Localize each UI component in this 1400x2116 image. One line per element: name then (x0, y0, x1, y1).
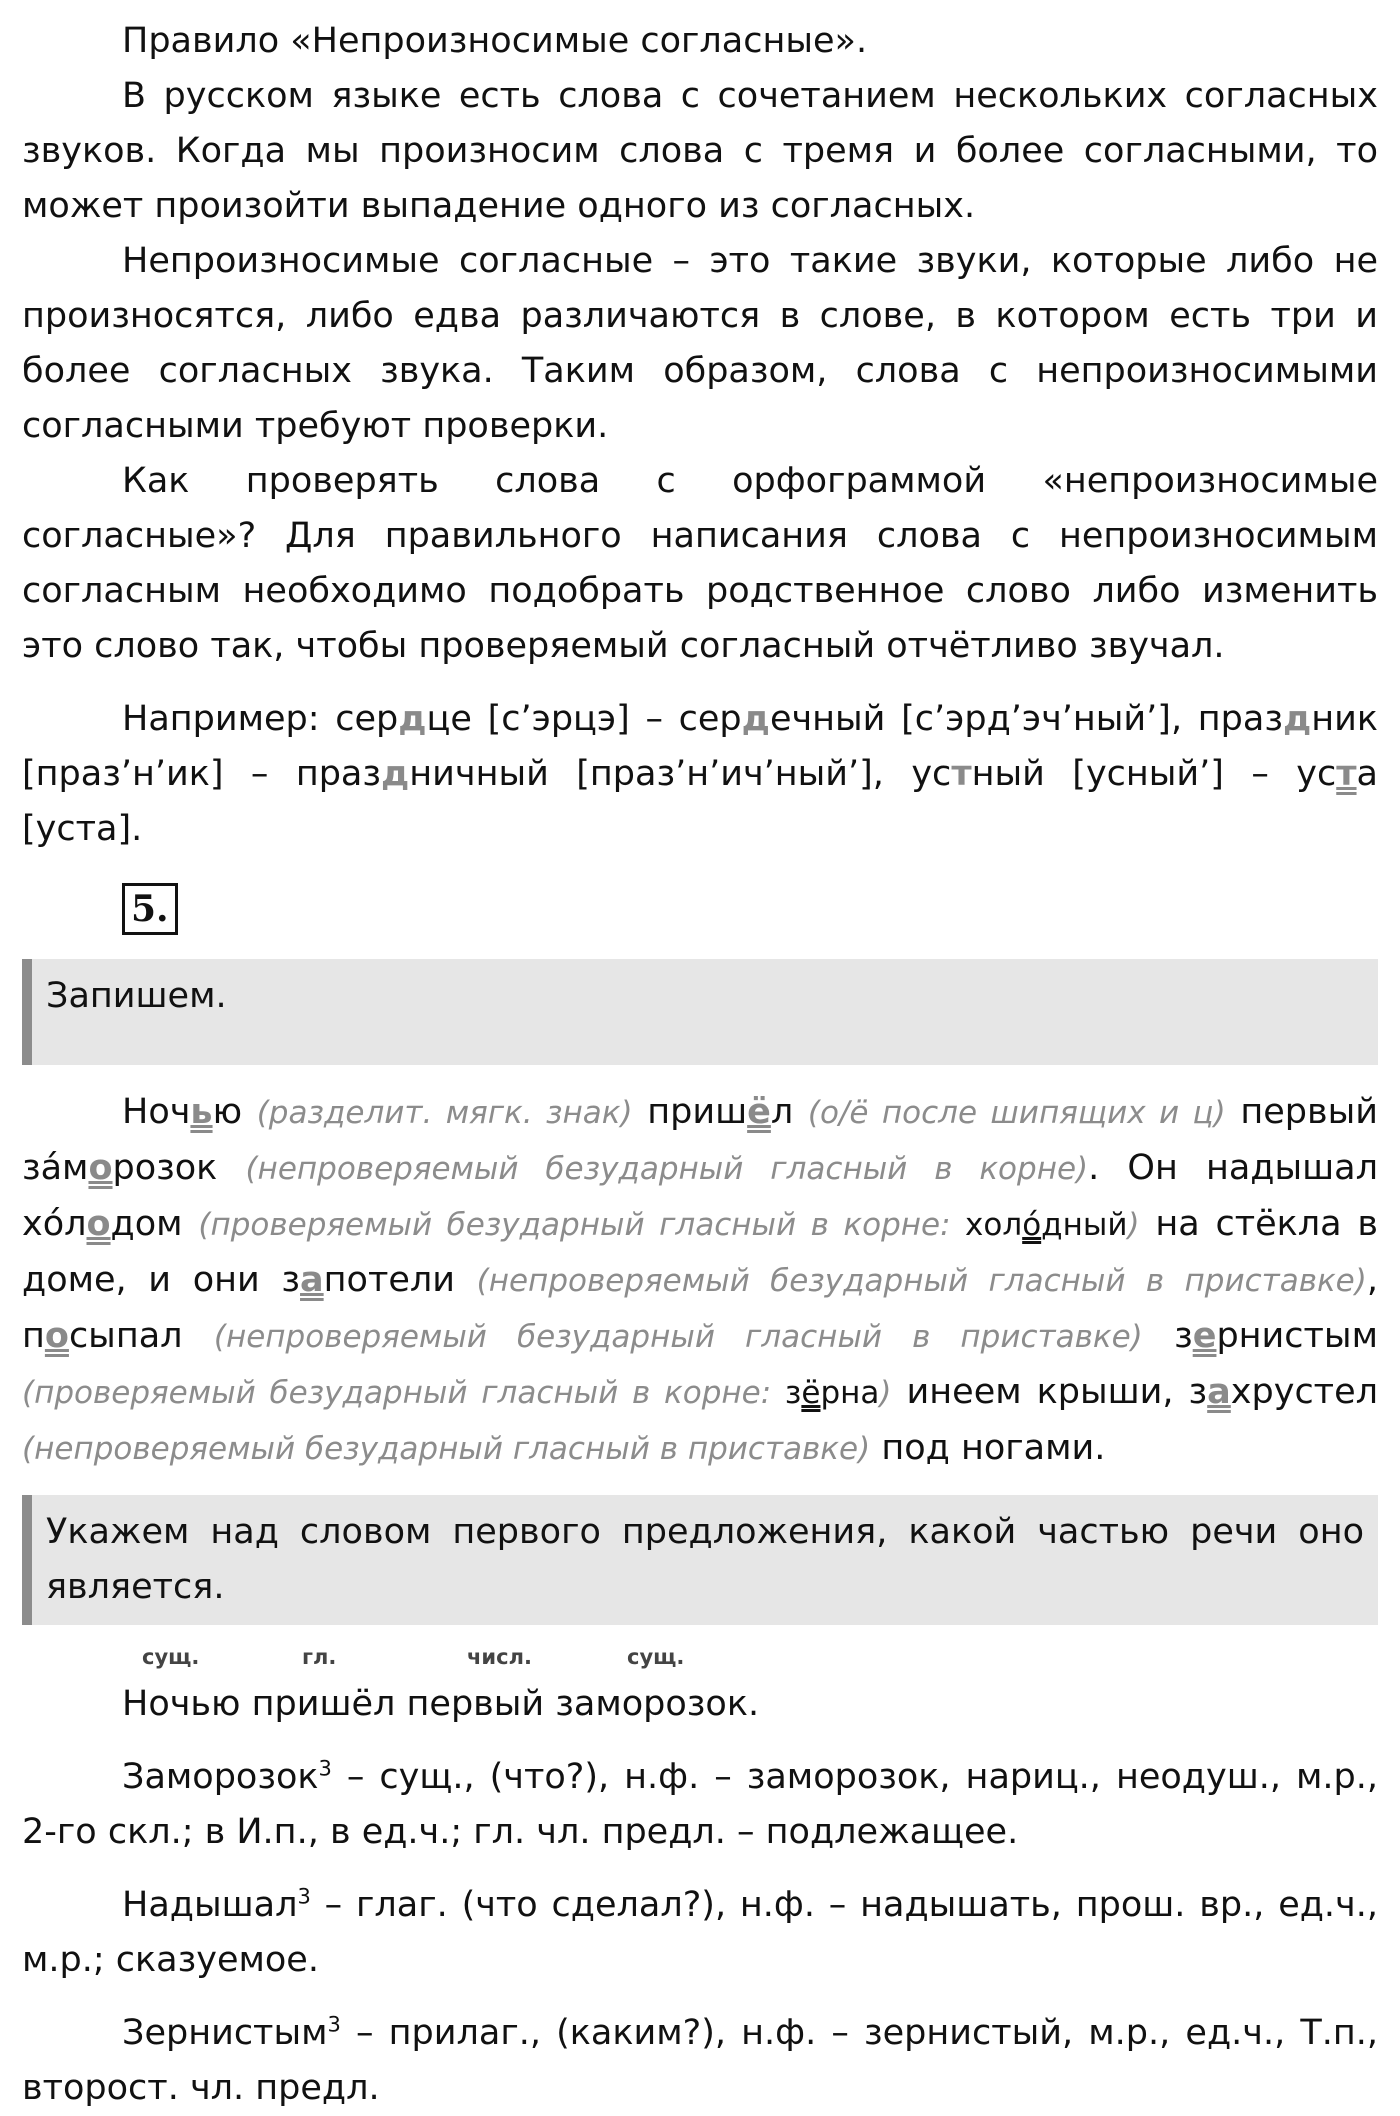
check-letter: ё (801, 1375, 821, 1411)
word-analysis (22, 2006, 1378, 2116)
check-letter: о́ (1022, 1207, 1042, 1243)
instruction-text: Запишем. (46, 976, 227, 1016)
analysis-word: Зернистым (122, 2013, 328, 2053)
part-of-speech-tags (22, 1639, 1378, 1677)
orthogram-note: (непроверяемый безударный гласный в приставке) (213, 1319, 1143, 1355)
rule-title: Правило «Непроизносимые согласные». (122, 21, 868, 61)
rule-paragraph: В русском языке есть слова с сочетанием нескольких согласных звуков. Когда мы произносим слова с тремя и более согласными, то может произойти выпадение одного из согласных. (22, 76, 1378, 226)
highlighted-letter: д (380, 754, 410, 794)
check-word (785, 1375, 880, 1411)
analysis-text: – сущ., (что?), н.ф. – заморозок, нариц., неодуш., м.р., 2-го скл.; в И.п., в ед.ч.; гл. чл. предл. – подлежащее. (22, 1757, 1378, 1852)
word: первый (1240, 1092, 1378, 1132)
word: сыпал (68, 1316, 183, 1356)
note-text: ) (1127, 1207, 1140, 1243)
rule-paragraph: Непроизносимые согласные – это такие звуки, которые либо не произносятся, либо едва различаются в слове, в котором есть три и более согласных звука. Таким образом, слова с непроизносимыми согласными требуют проверки. (22, 241, 1378, 446)
analysis-text: – прилаг., (каким?), н.ф. – зернистый, м.р., ед.ч., Т.п., второст. чл. предл. (22, 2013, 1378, 2108)
highlighted-letter: о (44, 1316, 69, 1356)
word: л (770, 1092, 794, 1132)
highlighted-letter: а (1207, 1372, 1231, 1412)
check-word-part: з (784, 1375, 802, 1411)
text-fragment: , (1366, 1260, 1378, 1300)
word: з (281, 1260, 301, 1300)
word: хрустел (1230, 1372, 1378, 1412)
word: з (1188, 1372, 1208, 1412)
analysis-superscript: 3 (297, 1884, 311, 1909)
check-word-part: рна (820, 1375, 880, 1411)
check-word-part: хол (965, 1207, 1023, 1243)
orthogram-note: (непроверяемый безударный гласный в приставке) (22, 1431, 871, 1467)
instruction-box (22, 1495, 1378, 1625)
analysis-superscript: 3 (327, 2012, 341, 2037)
word: за́м (22, 1148, 89, 1188)
highlighted-letter: д (1282, 699, 1312, 739)
word: приш (647, 1092, 748, 1132)
pos-tag: числ. (467, 1645, 532, 1669)
pos-tag: гл. (302, 1645, 337, 1669)
example-text: а [уста]. (22, 754, 1378, 849)
analysis-text: – глаг. (что сделал?), н.ф. – надышать, прош. вр., ед.ч., м.р.; сказуемое. (22, 1885, 1378, 1980)
word: розок (112, 1148, 218, 1188)
task-number: 5. (122, 883, 178, 935)
highlighted-letter: ь (190, 1092, 213, 1132)
word: рнистым (1216, 1316, 1378, 1356)
note-text: ) (879, 1375, 892, 1411)
text-fragment: на стёкла в доме, и они (22, 1204, 1378, 1300)
highlighted-letter: о (88, 1148, 113, 1188)
text-fragment: . Он надышал (1088, 1148, 1378, 1188)
analysis-word: Заморозок (122, 1757, 319, 1797)
rule-example (22, 692, 1378, 857)
example-text: ник [праз’н’ик] – праз (22, 699, 1378, 794)
orthogram-note: (о/ё после шипящих и ц) (807, 1095, 1226, 1131)
example-text: ный [усный’] – ус (971, 754, 1337, 794)
highlighted-letter: т (951, 754, 972, 794)
orthogram-note: (непроверяемый безударный гласный в корне) (245, 1151, 1089, 1187)
highlighted-letter: ё (747, 1092, 771, 1132)
text-fragment: под ногами. (881, 1428, 1106, 1468)
word: ю (212, 1092, 243, 1132)
orthogram-note (198, 1207, 1139, 1243)
analysis-superscript: 3 (318, 1756, 332, 1781)
highlighted-letter: т (1336, 754, 1357, 794)
example-text: ечный [с’эрд’эч’ный’], праз (769, 699, 1283, 739)
word-analysis (22, 1750, 1378, 1860)
highlighted-letter: е (1192, 1316, 1217, 1356)
example-text: Например: сер (122, 699, 399, 739)
example-text: це [с’эрцэ] – сер (426, 699, 742, 739)
instruction-text: Укажем над словом первого предложения, какой частью речи оно является. (46, 1512, 1364, 1607)
orthogram-note: (непроверяемый безударный гласный в приставке) (476, 1263, 1367, 1299)
highlighted-letter: о (86, 1204, 111, 1244)
word: з (1174, 1316, 1193, 1356)
check-word (965, 1207, 1127, 1243)
rule-paragraph: Как проверять слова с орфограммой «непроизносимые согласные»? Для правильного написания слова с непроизносимым согласным необходимо подобрать родственное слово либо изменить это слово так, чтобы проверяемый согласный отчётливо звучал. (22, 461, 1378, 666)
note-text: (проверяемый безударный гласный в корне: (22, 1375, 772, 1411)
textbook-page (22, 14, 1378, 2116)
dictation-text (22, 1085, 1378, 1477)
text-fragment: инеем крыши, (906, 1372, 1174, 1412)
instruction-box (22, 959, 1378, 1065)
highlighted-letter: д (741, 699, 770, 739)
pos-tag: сущ. (627, 1645, 685, 1669)
note-text: (проверяемый безударный гласный в корне: (198, 1207, 951, 1243)
word-analysis (22, 1878, 1378, 1988)
analysis-word: Надышал (122, 1885, 298, 1925)
word: дом (110, 1204, 183, 1244)
word: потели (323, 1260, 455, 1300)
word: Ноч (122, 1092, 191, 1132)
highlighted-letter: д (398, 699, 427, 739)
word: хо́л (22, 1204, 87, 1244)
orthogram-note (22, 1375, 892, 1411)
highlighted-letter: а (300, 1260, 324, 1300)
word: п (22, 1316, 45, 1356)
analyzed-sentence: Ночью пришёл первый заморозок. (122, 1684, 760, 1724)
check-word-part: дный (1041, 1207, 1128, 1243)
example-text: ничный [праз’н’ич’ный’], ус (409, 754, 952, 794)
pos-tag: сущ. (142, 1645, 200, 1669)
orthogram-note: (разделит. мягк. знак) (256, 1095, 633, 1131)
